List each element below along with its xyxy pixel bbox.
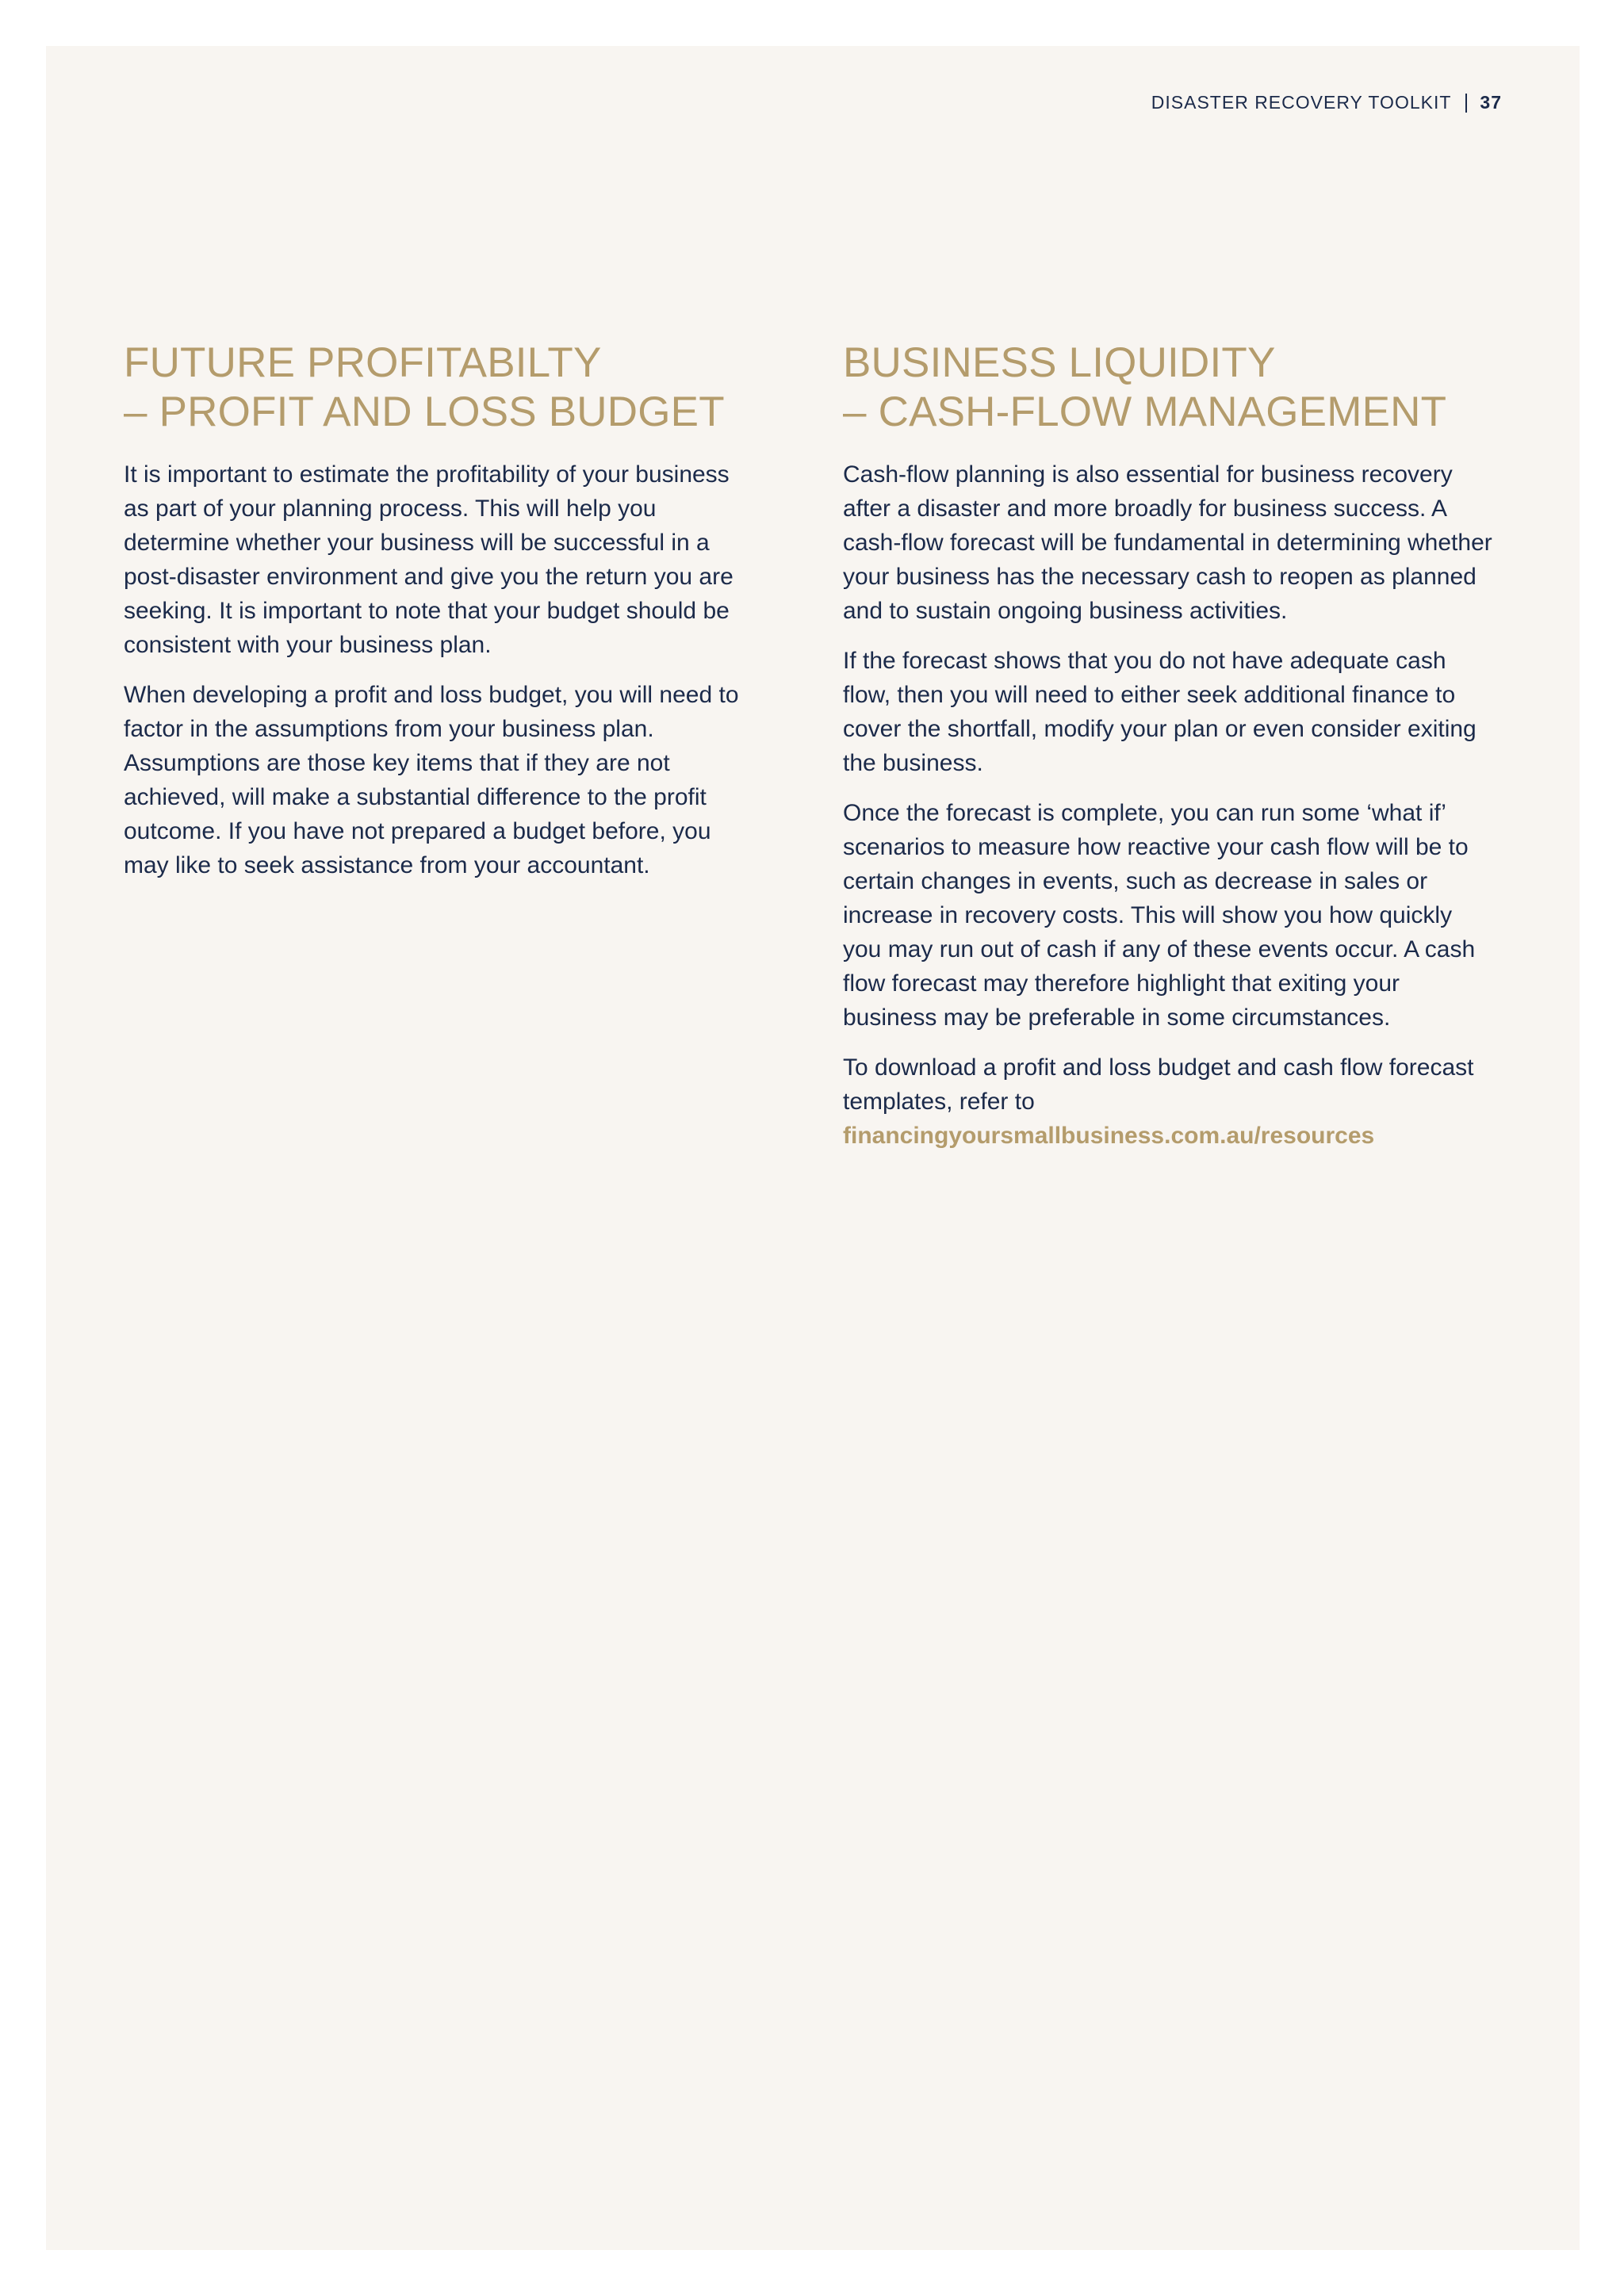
download-paragraph [843, 1050, 1493, 1153]
right-column [843, 339, 1493, 1169]
profitability-heading-line2: – PROFIT AND LOSS BUDGET [124, 388, 725, 435]
profitability-heading-line1: FUTURE PROFITABILTY [124, 339, 602, 386]
page-number: 37 [1480, 92, 1502, 113]
liquidity-heading-line1: BUSINESS LIQUIDITY [843, 339, 1276, 386]
liquidity-heading [843, 339, 1493, 437]
running-header [1151, 92, 1502, 113]
liquidity-paragraph-1: Cash-flow planning is also essential for business recovery after a disaster and more broadly for business success. A cash-flow forecast will be fundamental in determining whether your business has the necessary cash to reopen as planned and to sustain ongoing business activities. [843, 461, 1492, 624]
liquidity-heading-line2: – CASH-FLOW MANAGEMENT [843, 388, 1447, 435]
header-divider [1465, 94, 1467, 113]
profitability-paragraph-2: When developing a profit and loss budget, you will need to factor in the assumptions from your business plan. Assumptions are those key items that if they are not achieved, will make a substantial difference to the profit outcome. If you have not prepared a budget before, you may like to seek assistance from your accountant. [124, 682, 739, 878]
resources-link[interactable]: financingyoursmallbusiness.com.au/resources [843, 1123, 1375, 1149]
profitability-heading [124, 339, 750, 437]
document-page [46, 46, 1580, 2250]
profitability-paragraph-1: It is important to estimate the profitability of your business as part of your planning process. This will help you determine whether your business will be successful in a post-disaster environment and give you the return you are seeking. It is important to note that your budget should be consistent with your business plan. [124, 461, 733, 658]
document-title: DISASTER RECOVERY TOOLKIT [1151, 92, 1452, 113]
download-text: To download a profit and loss budget and cash flow forecast templates, refer to [843, 1054, 1474, 1115]
liquidity-paragraph-2: If the forecast shows that you do not have adequate cash flow, then you will need to either seek additional finance to cover the shortfall, modify your plan or even consider exiting the business. [843, 648, 1477, 776]
left-column [124, 339, 750, 898]
liquidity-paragraph-3: Once the forecast is complete, you can run some ‘what if’ scenarios to measure how reactive your cash flow will be to certain changes in events, such as decrease in sales or increase in recovery costs. This will show you how quickly you may run out of cash if any of these events occur. A cash flow forecast may therefore highlight that exiting your business may be preferable in some circumstances. [843, 800, 1476, 1031]
